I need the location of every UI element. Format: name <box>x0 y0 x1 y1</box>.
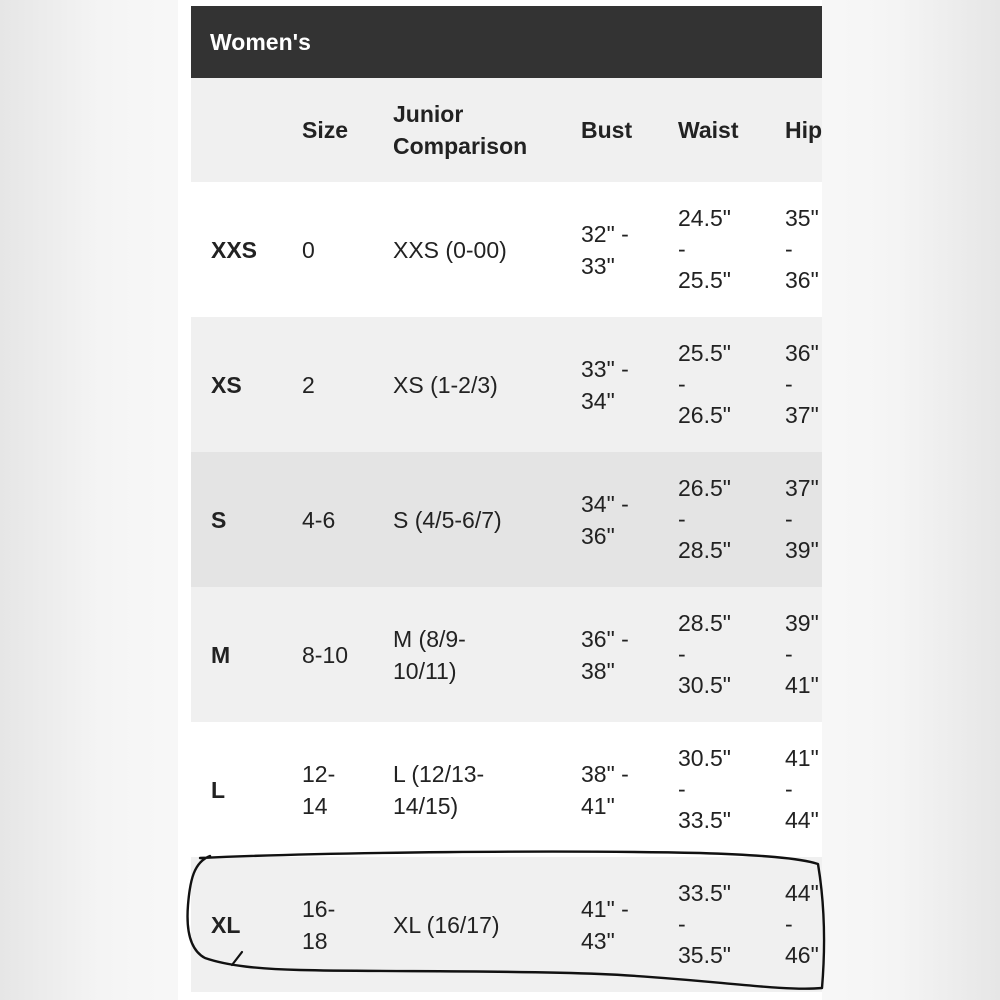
bust-value: 41" - 43" <box>581 895 629 954</box>
table-row <box>191 452 822 587</box>
bust-value: 32" - 33" <box>581 220 629 279</box>
hip-min: 35" <box>785 205 819 231</box>
hip-dash: - <box>785 506 793 532</box>
waist-min: 33.5" <box>678 880 731 906</box>
hip-value <box>785 317 819 452</box>
waist-max: 26.5" <box>678 402 731 428</box>
hip-min: 37" <box>785 475 819 501</box>
hip-min: 36" <box>785 340 819 366</box>
size-value: 16- 18 <box>302 895 336 954</box>
waist-min: 26.5" <box>678 475 731 501</box>
hip-max: 36" <box>785 267 819 293</box>
table-row <box>191 182 822 317</box>
table-row <box>191 857 822 992</box>
hip-min: 41" <box>785 745 819 771</box>
waist-dash: - <box>678 236 686 262</box>
hip-dash: - <box>785 641 793 667</box>
hip-max: 46" <box>785 942 819 968</box>
table-row <box>191 722 822 857</box>
waist-dash: - <box>678 371 686 397</box>
waist-min: 25.5" <box>678 340 731 366</box>
waist-dash: - <box>678 911 686 937</box>
bust-value: 33" - 34" <box>581 355 629 414</box>
waist-max: 28.5" <box>678 537 731 563</box>
hip-dash: - <box>785 236 793 262</box>
hip-value <box>785 182 819 317</box>
size-value: 4-6 <box>302 506 336 533</box>
hip-max: 44" <box>785 807 819 833</box>
waist-dash: - <box>678 506 686 532</box>
hip-value <box>785 452 819 587</box>
junior-value: XL (16/17) <box>393 911 500 938</box>
waist-max: 35.5" <box>678 942 731 968</box>
row-label: XXS <box>211 236 258 263</box>
waist-max: 33.5" <box>678 807 731 833</box>
table-row <box>191 587 822 722</box>
row-label: L <box>211 776 226 803</box>
header-hip: Hip <box>785 117 822 143</box>
bust-value: 38" - 41" <box>581 760 629 819</box>
waist-value <box>678 452 731 587</box>
waist-max: 25.5" <box>678 267 731 293</box>
size-value: 12- 14 <box>302 760 336 819</box>
chart-title: Women's <box>210 29 311 55</box>
waist-min: 28.5" <box>678 610 731 636</box>
hip-value <box>785 857 819 992</box>
junior-value: XS (1-2/3) <box>393 371 498 398</box>
hip-max: 41" <box>785 672 819 698</box>
waist-value <box>678 182 731 317</box>
header-size: Size <box>302 117 349 143</box>
waist-dash: - <box>678 641 686 667</box>
waist-value <box>678 587 731 722</box>
hip-value <box>785 587 819 722</box>
row-label: XL <box>211 911 241 938</box>
hip-dash: - <box>785 776 793 802</box>
bust-value: 34" - 36" <box>581 490 629 549</box>
hip-max: 37" <box>785 402 819 428</box>
junior-value: M (8/9- 10/11) <box>393 625 466 684</box>
header-junior-comparison: Junior Comparison <box>393 101 528 159</box>
size-chart <box>191 6 822 1000</box>
row-label: S <box>211 506 227 533</box>
hip-min: 44" <box>785 880 819 906</box>
junior-value: XXS (0-00) <box>393 236 507 263</box>
header-waist: Waist <box>678 117 739 143</box>
header-bust: Bust <box>581 117 633 143</box>
table-header-row <box>191 78 822 182</box>
table-row <box>191 317 822 452</box>
waist-dash: - <box>678 776 686 802</box>
waist-value <box>678 317 731 452</box>
waist-value <box>678 857 731 992</box>
size-value: 2 <box>302 371 315 398</box>
junior-value: S (4/5-6/7) <box>393 506 502 533</box>
chart-title-bar <box>191 6 822 78</box>
hip-min: 39" <box>785 610 819 636</box>
size-value: 0 <box>302 236 315 263</box>
waist-min: 30.5" <box>678 745 731 771</box>
row-label: XS <box>211 371 242 398</box>
waist-value <box>678 722 731 857</box>
hip-value <box>785 722 819 857</box>
size-value: 8-10 <box>302 641 349 668</box>
hip-dash: - <box>785 371 793 397</box>
bust-value: 36" - 38" <box>581 625 629 684</box>
row-label: M <box>211 641 231 668</box>
hip-dash: - <box>785 911 793 937</box>
waist-min: 24.5" <box>678 205 731 231</box>
hip-max: 39" <box>785 537 819 563</box>
waist-max: 30.5" <box>678 672 731 698</box>
junior-value: L (12/13- 14/15) <box>393 760 485 819</box>
